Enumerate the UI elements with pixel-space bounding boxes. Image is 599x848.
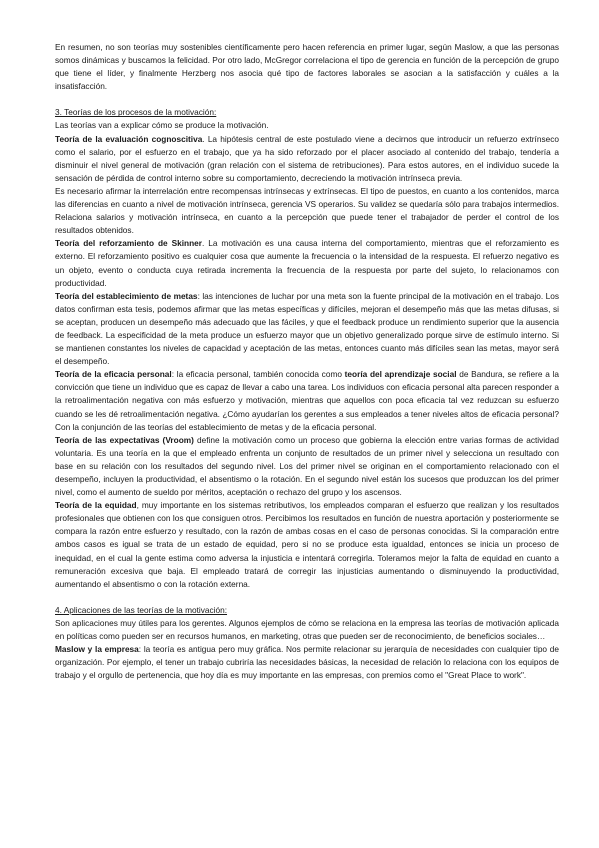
text-expectativas-vroom: define la motivación como un proceso que gobierna la elección entre varias formas de actividad voluntaria. Es una teoría en la que el empleado enfrenta un conjunto de resultados de un primer nivel y selecciona un resultado con base en su relación con los resultados del segundo nivel. Los del primer nivel se originan en el comportamiento relacionado con el desempeño, incluyen la productividad, el absentismo o la rotación. En el segundo nivel están los sucesos que produzcan los del primer nivel, como el aumento de sueldo por méritos, aceptación o rechazo del grupo y los ascensos. xyxy=(55,434,559,498)
spacer xyxy=(55,93,559,106)
term-equidad: Teoría de la equidad xyxy=(55,500,137,511)
section-3-heading: 3. Teorías de los procesos de la motivación: xyxy=(55,107,217,118)
spacer xyxy=(55,591,559,604)
text-maslow-empresa: : la teoría es antigua pero muy gráfica. Nos permite relacionar su jerarquía de necesidades con cualquier tipo de organización. Por ejemplo, el tener un trabajo cubriría las necesidades básicas, la necesidad de relación lo relaciona con los equipos de trabajo y el orgullo de pertenencia, que hoy día es muy importante en las empresas, con premios como el "Great Place to work". xyxy=(55,644,559,681)
paragraph-equidad xyxy=(55,499,559,591)
paragraph-interrelacion: Es necesario afirmar la interrelación entre recompensas intrínsecas y extrínsecas. El tipo de puestos, en cuanto a los contenidos, marca las diferencias en cuanto a nivel de motivación intrínseca, gerencia VS operarios. Su validez se quedaría sólo para trabajos intermedios. Relaciona salarios y motivación intrínseca, en cuanto a la percepción que puede tener el trabajador de perder el control de los resultados obtenidos. xyxy=(55,185,559,236)
paragraph-reforzamiento-skinner xyxy=(55,237,559,289)
paragraph-expectativas-vroom xyxy=(55,434,559,499)
text-equidad: , muy importante en los sistemas retributivos, los empleados comparan el esfuerzo que realizan y los resultados profesionales que obtienen con los que consiguen otros. Percibimos los resultados en función de nuestra aportación y posteriormente se compara la razón entre esfuerzo y resultado, con la razón de ambas cosas en el caso de personas conocidas. Si la comparación entre ambos casos es igual se trata de un estado de equidad, pero si no se produce esta igualdad, entonces se inicia un proceso de inequidad, en el cual la gente estima como adversa la injusticia e intentará corregirla. Toleramos mejor la falta de equidad en cuanto a remuneración excesiva que baja. El empleado tratará de corregir las injusticias aumentando o disminuyendo la productividad, aumentando el absentismo o con la rotación externa. xyxy=(55,500,559,589)
text-eficacia-personal-2: de Bandura, se refiere a la convicción que tiene un individuo que es capaz de llevar a cabo una tarea. Los individuos con eficacia personal alta parecen responder a la retroalimentación negativa con más esfuerzo y motivación, mientras que aquellos con poca eficacia tal vez reduzcan su esfuerzo cuando se les dé retroalimentación negativa. ¿Cómo ayudarían los gerentes a sus empleados a tener niveles altos de eficacia personal? Con la conjunción de las teorías del establecimiento de metas y de la eficacia personal. xyxy=(55,369,559,432)
paragraph-maslow-empresa xyxy=(55,643,559,682)
section-4-heading: 4. Aplicaciones de las teorías de la motivación: xyxy=(55,604,228,615)
paragraph-evaluacion-cognoscitiva xyxy=(55,133,559,185)
paragraph-eficacia-personal xyxy=(55,368,559,433)
paragraph-establecimiento-metas xyxy=(55,290,559,369)
text-evaluacion-cognoscitiva: . La hipótesis central de este postulado viene a decirnos que introducir un refuerzo extrínseco como el salario, por el esfuerzo en el trabajo, que ya ha sido reforzado por el placer asociado al contenido del trabajo, tendería a disminuir el nivel general de motivación (gran relación con el sistema de retribuciones). Para estos autores, en el individuo sucede la sensación de pérdida de control interno sobre su comportamiento, decreciendo la motivación intrínseca previa. xyxy=(55,133,559,183)
term-establecimiento-metas: Teoría del establecimiento de metas xyxy=(55,290,198,301)
term-eficacia-personal: Teoría de la eficacia personal xyxy=(55,369,172,380)
text-establecimiento-metas: : las intenciones de luchar por una meta son la fuente principal de la motivación en el trabajo. Los datos confirman esta tesis, podemos afirmar que las metas específicas y difíciles, mejoran el desempeño más que las metas difusas, si se aceptan, producen un desempeño más adecuado que las fáciles, y que el feedback produce un rendimiento superior que la ausencia de feedback. La especificidad de la meta produce un esfuerzo mayor que un objetivo generalizado porque sirve de estímulo interno. Si se mantienen constantes los niveles de capacidad y aceptación de las metas, entonces cuanto más difíciles sean las metas, mayor será el desempeño. xyxy=(55,290,559,367)
text-reforzamiento-skinner: . La motivación es una causa interna del comportamiento, mientras que el reforzamiento es externo. El reforzamiento positivo es cualquier cosa que aumente la frecuencia o la intensidad de la respuesta. El refuerzo negativo es un objeto, evento o conducta cuya retirada incrementa la frecuencia de la respuesta por parte del sujeto, lo relacionamos con productividad. xyxy=(55,238,560,288)
section-4-intro: Son aplicaciones muy útiles para los gerentes. Algunos ejemplos de cómo se relaciona en la empresa las teorías de motivación aplicada en políticas como pueden ser en recursos humanos, en marketing, otras que pueden ser de reconocimiento, de beneficios sociales… xyxy=(55,617,559,642)
term-maslow-empresa: Maslow y la empresa xyxy=(55,644,139,655)
intro-paragraph: En resumen, no son teorías muy sostenibles científicamente pero hacen referencia en primer lugar, según Maslow, a que las personas somos dinámicas y buscamos la felicidad. Por otro lado, McGregor correlaciona el tipo de gerencia en función de la percepción de grupo que tiene el líder, y finalmente Herzberg nos asocia qué tipo de factores laborales se asocian a la satisfacción y cuáles a la insatisfacción. xyxy=(55,42,559,92)
term-expectativas-vroom: Teoría de las expectativas (Vroom) xyxy=(55,434,194,445)
term-aprendizaje-social: teoría del aprendizaje social xyxy=(344,369,457,380)
term-evaluacion-cognoscitiva: Teoría de la evaluación cognoscitiva xyxy=(55,133,203,144)
term-reforzamiento-skinner: Teoría del reforzamiento de Skinner xyxy=(55,238,203,249)
text-eficacia-personal-1: : la eficacia personal, también conocida como xyxy=(171,369,345,380)
section-3-intro: Las teorías van a explicar cómo se produce la motivación. xyxy=(55,120,269,131)
